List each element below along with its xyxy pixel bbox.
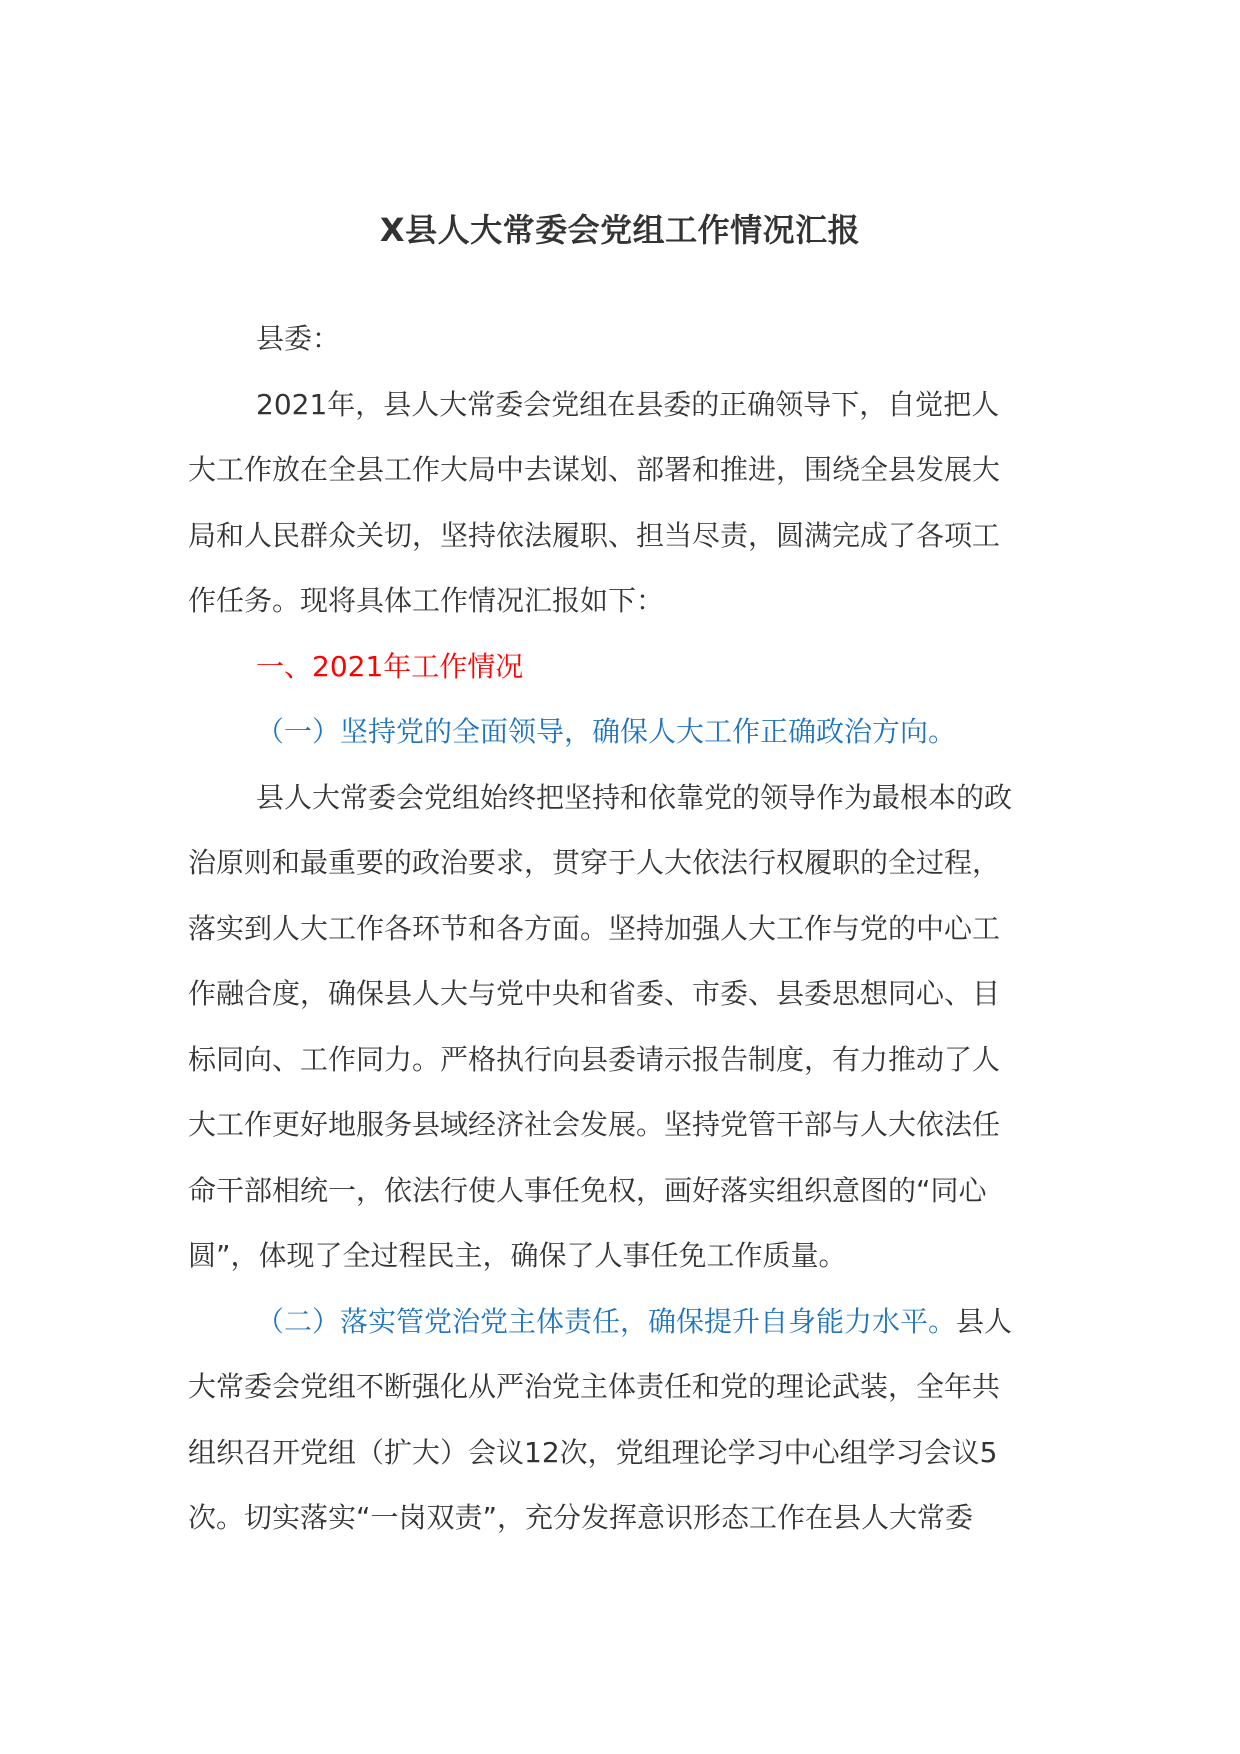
paragraph-line: 落实到人大工作各环节和各方面。坚持加强人大工作与党的中心工 <box>188 911 1001 945</box>
paragraph-line: 次。切实落实“一岗双责”，充分发挥意识形态工作在县人大常委 <box>188 1501 974 1534</box>
intro-line: 局和人民群众关切，坚持依法履职、担当尽责，圆满完成了各项工 <box>188 518 1001 552</box>
document-body <box>188 306 1063 1551</box>
document-title: X县人大常委会党组工作情况汇报 <box>379 211 861 249</box>
paragraph-line: 大常委会党组不断强化从严治党主体责任和党的理论武装，全年共 <box>188 1370 1001 1403</box>
paragraph-line: 标同向、工作同力。严格执行向县委请示报告制度，有力推动了人 <box>188 1042 1001 1076</box>
salutation: 县委： <box>256 322 341 355</box>
subheading-2: （二）落实管党治党主体责任，确保提升自身能力水平。 <box>256 1304 957 1338</box>
paragraph-line: 组织召开党组（扩大）会议12次，党组理论学习中心组学习会议5 <box>188 1435 998 1469</box>
paragraph-line: 命干部相统一，依法行使人事任免权，画好落实组织意图的“同心 <box>188 1173 987 1207</box>
paragraph-text: 县人 <box>956 1304 1013 1338</box>
intro-line: 作任务。现将具体工作情况汇报如下： <box>188 584 665 617</box>
intro-line: 大工作放在全县工作大局中去谋划、部署和推进，围绕全县发展大 <box>188 453 1001 486</box>
paragraph-line: 大工作更好地服务县域经济社会发展。坚持党管干部与人大依法任 <box>188 1108 1001 1141</box>
paragraph-line: 县人大常委会党组始终把坚持和依靠党的领导作为最根本的政 <box>256 780 1013 814</box>
paragraph-line: 作融合度，确保县人大与党中央和省委、市委、县委思想同心、目 <box>188 977 1001 1010</box>
paragraph-line: 治原则和最重要的政治要求，贯穿于人大依法行权履职的全过程， <box>188 846 1001 879</box>
section-heading-1: 一、2021年工作情况 <box>256 649 524 683</box>
subheading-1: （一）坚持党的全面领导，确保人大工作正确政治方向。 <box>256 715 957 748</box>
intro-line: 2021年，县人大常委会党组在县委的正确领导下，自觉把人 <box>256 387 1000 421</box>
subheading-2-line <box>188 1289 1063 1355</box>
paragraph-line: 圆”，体现了全过程民主，确保了人事任免工作质量。 <box>188 1239 847 1272</box>
